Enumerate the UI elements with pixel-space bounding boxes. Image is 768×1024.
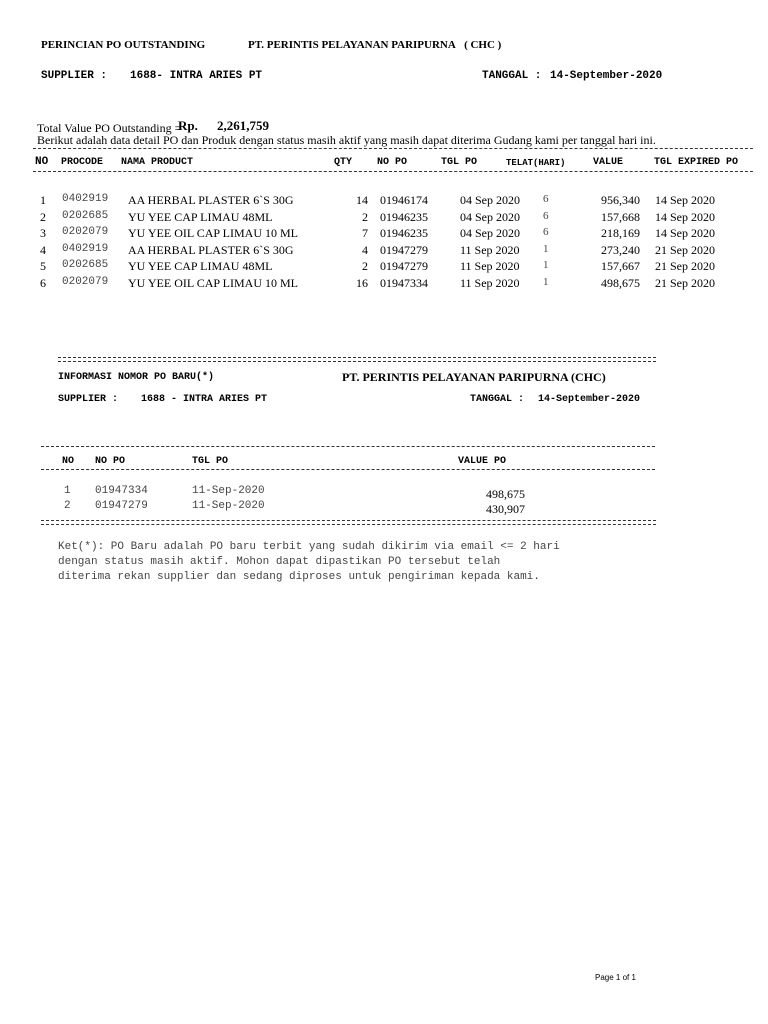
cell-nama: YU YEE OIL CAP LIMAU 10 ML	[128, 276, 298, 290]
col-no-po: NO PO	[377, 157, 408, 168]
cell-tglpo: 04 Sep 2020	[460, 226, 520, 241]
summary-description: Berikut adalah data detail PO dan Produk dengan status masih aktif yang masih dapat diterima Gudang kami per tanggal hari ini.	[37, 133, 656, 147]
cell-nopo: 01946235	[380, 226, 428, 241]
col-value: VALUE	[593, 157, 624, 168]
cell-telat: 6	[543, 226, 549, 239]
cell-procode: 0202685	[62, 209, 109, 222]
info-title: INFORMASI NOMOR PO BARU(*)	[58, 372, 215, 383]
info-col-value-po: VALUE PO	[458, 456, 507, 467]
col-procode: PROCODE	[61, 157, 104, 168]
cell-nopo: 01947334	[380, 276, 428, 290]
cell-expired: 14 Sep 2020	[655, 226, 715, 241]
cell-no: 5	[40, 259, 46, 274]
supplier-label: SUPPLIER :	[41, 70, 108, 82]
divider	[33, 171, 753, 172]
cell-value: 218,169	[601, 226, 640, 241]
double-divider	[41, 520, 656, 525]
cell-value: 157,668	[601, 209, 640, 224]
cell-tglpo: 04 Sep 2020	[460, 209, 520, 224]
cell-nopo: 01947279	[380, 259, 428, 274]
cell-procode: 0402919	[62, 193, 109, 205]
info-supplier-value: 1688 - INTRA ARIES PT	[141, 394, 268, 405]
cell-nama: YU YEE CAP LIMAU 48ML	[128, 259, 273, 274]
divider	[41, 469, 655, 470]
total-label: Total Value PO Outstanding =	[37, 121, 182, 135]
cell-telat: 1	[543, 242, 549, 255]
cell-no: 6	[40, 276, 46, 290]
col-no: NO	[35, 156, 49, 168]
info-col-tgl-po: TGL PO	[192, 456, 229, 467]
info-date-value: 14-September-2020	[538, 394, 641, 405]
cell-procode: 0202079	[62, 226, 109, 239]
col-qty: QTY	[334, 157, 353, 168]
info-cell-no: 2	[64, 500, 71, 512]
col-telat: TELAT(HARI)	[506, 158, 566, 168]
cell-tglpo: 04 Sep 2020	[460, 193, 520, 207]
info-cell-nopo: 01947279	[95, 500, 148, 512]
cell-nama: YU YEE CAP LIMAU 48ML	[128, 209, 273, 224]
cell-qty: 2	[362, 209, 368, 224]
info-cell-nopo: 01947334	[95, 485, 148, 497]
cell-value: 498,675	[601, 276, 640, 290]
cell-qty: 7	[362, 226, 368, 241]
note-line-3: diterima rekan supplier dan sedang diproses untuk pengiriman kepada kami.	[58, 571, 540, 583]
cell-procode: 0402919	[62, 242, 109, 255]
info-company: PT. PERINTIS PELAYANAN PARIPURNA (CHC)	[342, 370, 606, 384]
page-number: Page 1 of 1	[595, 973, 636, 982]
date-value: 14-September-2020	[550, 70, 663, 82]
cell-value: 157,667	[601, 259, 640, 274]
cell-no: 4	[40, 242, 46, 257]
cell-nopo: 01946235	[380, 209, 428, 224]
info-cell-no: 1	[64, 485, 71, 497]
col-tgl-expired: TGL EXPIRED PO	[654, 157, 739, 168]
cell-value: 956,340	[601, 193, 640, 207]
col-tgl-po: TGL PO	[441, 157, 478, 168]
note-line-1: Ket(*): PO Baru adalah PO baru terbit yang sudah dikirim via email <= 2 hari	[58, 541, 560, 553]
supplier-value: 1688- INTRA ARIES PT	[130, 70, 263, 82]
currency-label: Rp.	[178, 118, 198, 133]
date-label: TANGGAL :	[482, 70, 542, 82]
info-date-label: TANGGAL :	[470, 394, 525, 405]
cell-telat: 6	[543, 209, 549, 222]
col-nama-product: NAMA PRODUCT	[121, 157, 194, 168]
cell-no: 2	[40, 209, 46, 224]
cell-telat: 6	[543, 193, 549, 205]
double-divider	[58, 357, 656, 362]
cell-nama: AA HERBAL PLASTER 6`S 30G	[128, 242, 294, 257]
cell-expired: 21 Sep 2020	[655, 242, 715, 257]
info-cell-tglpo: 11-Sep-2020	[192, 485, 265, 497]
cell-expired: 14 Sep 2020	[655, 209, 715, 224]
cell-qty: 4	[362, 242, 368, 257]
cell-no: 1	[40, 193, 46, 207]
cell-tglpo: 11 Sep 2020	[460, 242, 520, 257]
cell-qty: 2	[362, 259, 368, 274]
cell-procode: 0202079	[62, 276, 109, 288]
cell-procode: 0202685	[62, 259, 109, 272]
total-value: 2,261,759	[217, 118, 269, 133]
info-supplier-label: SUPPLIER :	[58, 394, 119, 405]
cell-no: 3	[40, 226, 46, 241]
cell-tglpo: 11 Sep 2020	[460, 276, 520, 290]
info-col-no-po: NO PO	[95, 456, 126, 467]
info-cell-value: 430,907	[486, 502, 525, 516]
cell-qty: 14	[356, 193, 368, 207]
report-title: PERINCIAN PO OUTSTANDING	[41, 39, 206, 51]
cell-expired: 21 Sep 2020	[655, 259, 715, 274]
company-code: ( CHC )	[464, 39, 502, 51]
cell-nopo: 01946174	[380, 193, 428, 207]
divider	[33, 148, 753, 149]
cell-telat: 1	[543, 276, 549, 288]
cell-expired: 14 Sep 2020	[655, 193, 715, 207]
info-col-no: NO	[62, 456, 75, 467]
cell-expired: 21 Sep 2020	[655, 276, 715, 290]
company-name: PT. PERINTIS PELAYANAN PARIPURNA ( CHC )	[248, 39, 502, 51]
info-cell-tglpo: 11-Sep-2020	[192, 500, 265, 512]
cell-nama: YU YEE OIL CAP LIMAU 10 ML	[128, 226, 298, 241]
divider	[41, 446, 655, 447]
cell-telat: 1	[543, 259, 549, 272]
cell-nopo: 01947279	[380, 242, 428, 257]
cell-nama: AA HERBAL PLASTER 6`S 30G	[128, 193, 294, 207]
cell-qty: 16	[356, 276, 368, 290]
cell-value: 273,240	[601, 242, 640, 257]
note-line-2: dengan status masih aktif. Mohon dapat dipastikan PO tersebut telah	[58, 556, 501, 568]
cell-tglpo: 11 Sep 2020	[460, 259, 520, 274]
info-cell-value: 498,675	[486, 487, 525, 501]
